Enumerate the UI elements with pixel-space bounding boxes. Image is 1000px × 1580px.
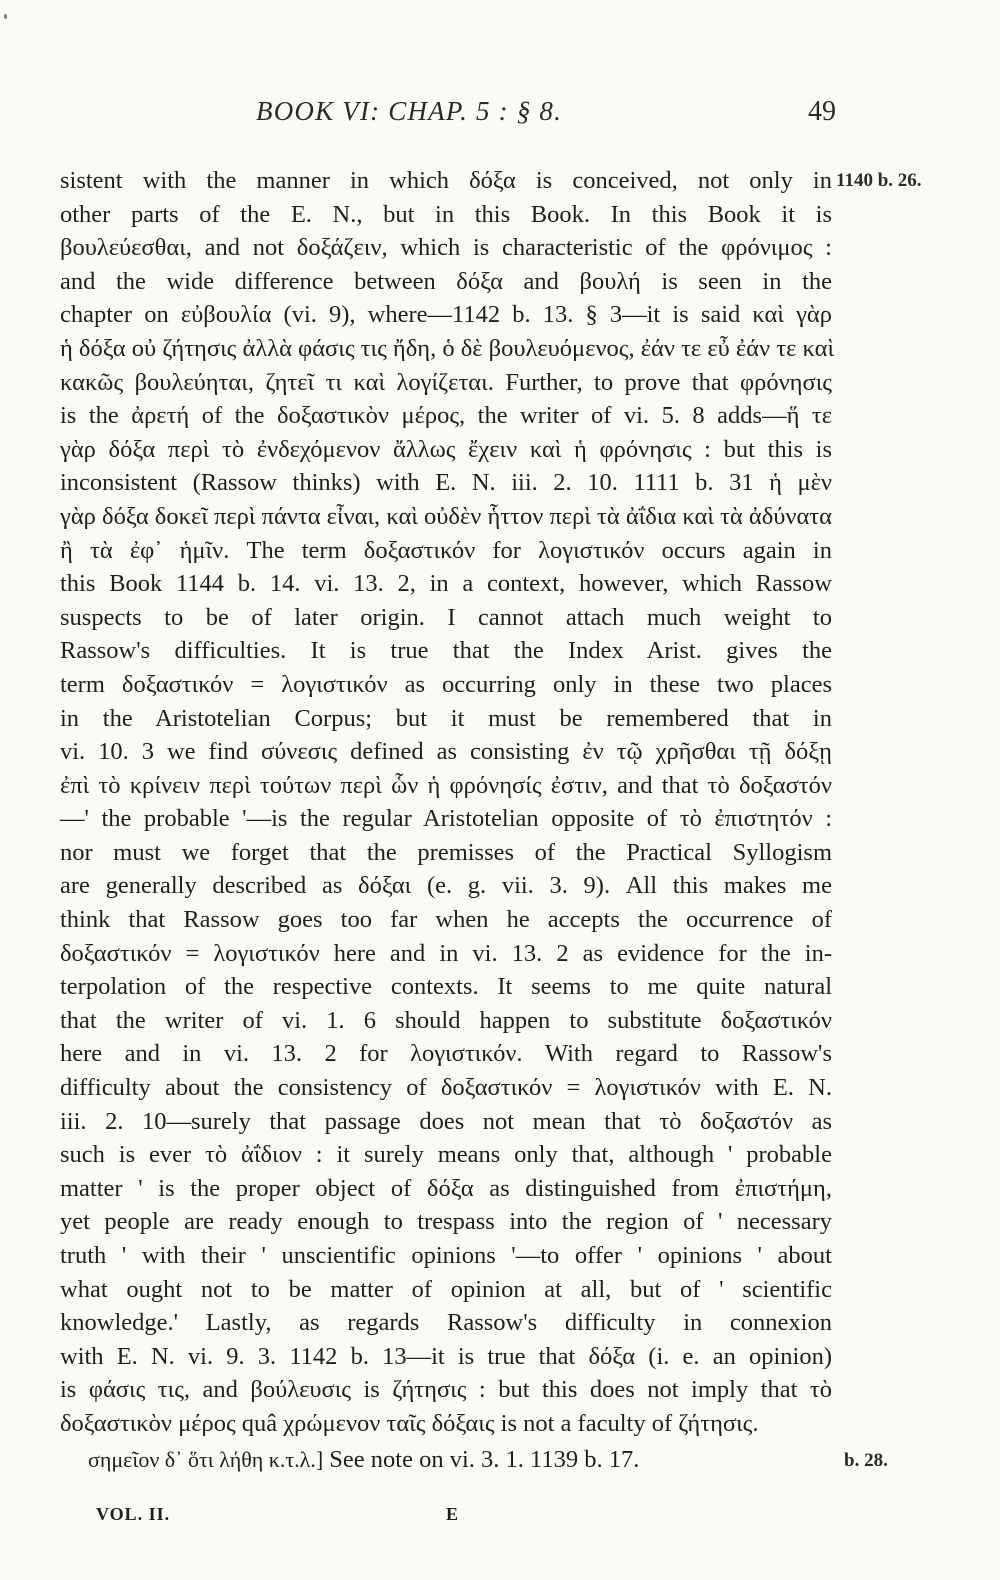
text-line: are generally described as δόξαι (e. g. vii. 3. 9). All this makes me [60, 872, 832, 900]
text-line: ἡ δόξα οὐ ζήτησις ἀλλὰ φάσις τις ἤδη, ὁ δὲ βουλευόμενος, ἐάν τε εὖ ἐάν τε καὶ [60, 334, 835, 362]
text-line: this Book 1144 b. 14. vi. 13. 2, in a context, however, which Rassow [60, 570, 832, 598]
text-line: with E. N. vi. 9. 3. 1142 b. 13—it is true that δόξα (i. e. an opinion) [60, 1342, 832, 1370]
signature-mark: E [446, 1504, 459, 1524]
text-line: and the wide difference between δόξα and βουλή is seen in the [60, 267, 832, 295]
print-speck [4, 14, 7, 19]
running-head: BOOK VI: CHAP. 5 : § 8. [256, 96, 563, 126]
text-line: iii. 2. 10—surely that passage does not mean that τὸ δοξαστόν as [60, 1107, 832, 1135]
text-line: in the Aristotelian Corpus; but it must be remembered that in [60, 704, 832, 732]
body-text [60, 164, 835, 1441]
volume-label: VOL. II. [96, 1504, 171, 1524]
text-line: knowledge.' Lastly, as regards Rassow's difficulty in connexion [60, 1309, 832, 1337]
text-line: chapter on εὐβουλία (vi. 9), where—1142 b. 13. § 3—it is said καὶ γὰρ [60, 301, 832, 329]
text-line: here and in vi. 13. 2 for λογιστικόν. With regard to Rassow's [60, 1040, 832, 1068]
text-line: inconsistent (Rassow thinks) with E. N. iii. 2. 10. 1111 b. 31 ἡ μὲν [60, 469, 832, 497]
text-line: βουλεύεσθαι, and not δοξάζειν, which is characteristic of the φρόνιμος : [60, 234, 832, 262]
text-line: what ought not to be matter of opinion at all, but of ' scientific [60, 1275, 832, 1303]
text-line: κακῶς βουλεύηται, ζητεῖ τι καὶ λογίζεται. Further, to prove that φρόνησις [60, 368, 832, 396]
text-line: is φάσις τις, and βούλευσις is ζήτησις : but this does not imply that τὸ [60, 1376, 832, 1404]
footnote [88, 1446, 778, 1474]
text-line: Rassow's difficulties. It is true that the Index Arist. gives the [60, 637, 832, 665]
text-line: term δοξαστικόν = λογιστικόν as occurring only in these two places [60, 670, 832, 698]
text-line: think that Rassow goes too far when he accepts the occurrence of [60, 906, 832, 934]
text-line: δοξαστικὸν μέρος quâ χρώμενον ταῖς δόξαις is not a faculty of ζήτησις. [60, 1409, 759, 1437]
text-line: ἢ τὰ ἐφ᾽ ἡμῖν. The term δοξαστικόν for λογιστικόν occurs again in [60, 536, 832, 564]
text-line: δοξαστικόν = λογιστικόν here and in vi. 13. 2 as evidence for the in- [60, 939, 832, 967]
text-line: yet people are ready enough to trespass into the region of ' necessary [60, 1208, 832, 1236]
margin-reference-bottom: b. 28. [844, 1450, 888, 1471]
text-line: such is ever τὸ ἀΐδιον : it surely means only that, although ' probable [60, 1141, 832, 1169]
note-text: See note on vi. 3. 1. 1139 b. 17. [329, 1446, 640, 1473]
text-line: is the ἀρετή of the δοξαστικὸν μέρος, the writer of vi. 5. 8 adds—ἥ τε [60, 402, 832, 430]
text-line: nor must we forget that the premisses of the Practical Syllogism [60, 838, 832, 866]
text-line: matter ' is the proper object of δόξα as distinguished from ἐπιστήμη, [60, 1174, 832, 1202]
text-line: truth ' with their ' unscientific opinions '—to offer ' opinions ' about [60, 1242, 832, 1269]
text-line: γὰρ δόξα περὶ τὸ ἐνδεχόμενον ἄλλως ἔχειν καὶ ἡ φρόνησις : but this is [60, 435, 832, 463]
text-line: ἐπὶ τὸ κρίνειν περὶ τούτων περὶ ὧν ἡ φρόνησίς ἐστιν, and that τὸ δοξαστόν [60, 771, 832, 799]
text-line: —' the probable '—is the regular Aristotelian opposite of τὸ ἐπιστητόν : [60, 805, 832, 833]
page-header [60, 96, 836, 140]
text-line: other parts of the E. N., but in this Book. In this Book it is [60, 200, 832, 228]
text-line: that the writer of vi. 1. 6 should happen to substitute δοξαστικόν [60, 1006, 832, 1034]
text-line: terpolation of the respective contexts. It seems to me quite natural [60, 973, 832, 1001]
margin-reference-top: 1140 b. 26. [836, 170, 922, 191]
page-number: 49 [808, 96, 836, 127]
text-line: suspects to be of later origin. I cannot attach much weight to [60, 603, 832, 631]
text-line: difficulty about the consistency of δοξαστικόν = λογιστικόν with E. N. [60, 1074, 832, 1102]
text-line: vi. 10. 3 we find σύνεσις defined as consisting ἐν τῷ χρῆσθαι τῇ δόξῃ [60, 738, 832, 766]
note-lemma: σημεῖον δ᾽ ὅτι λήθη κ.τ.λ.] [88, 1447, 324, 1472]
text-line: sistent with the manner in which δόξα is conceived, not only in [60, 167, 832, 194]
text-line: γὰρ δόξα δοκεῖ περὶ πάντα εἶναι, καὶ οὐδὲν ἧττον περὶ τὰ ἀΐδια καὶ τὰ ἀδύνατα [60, 502, 832, 530]
